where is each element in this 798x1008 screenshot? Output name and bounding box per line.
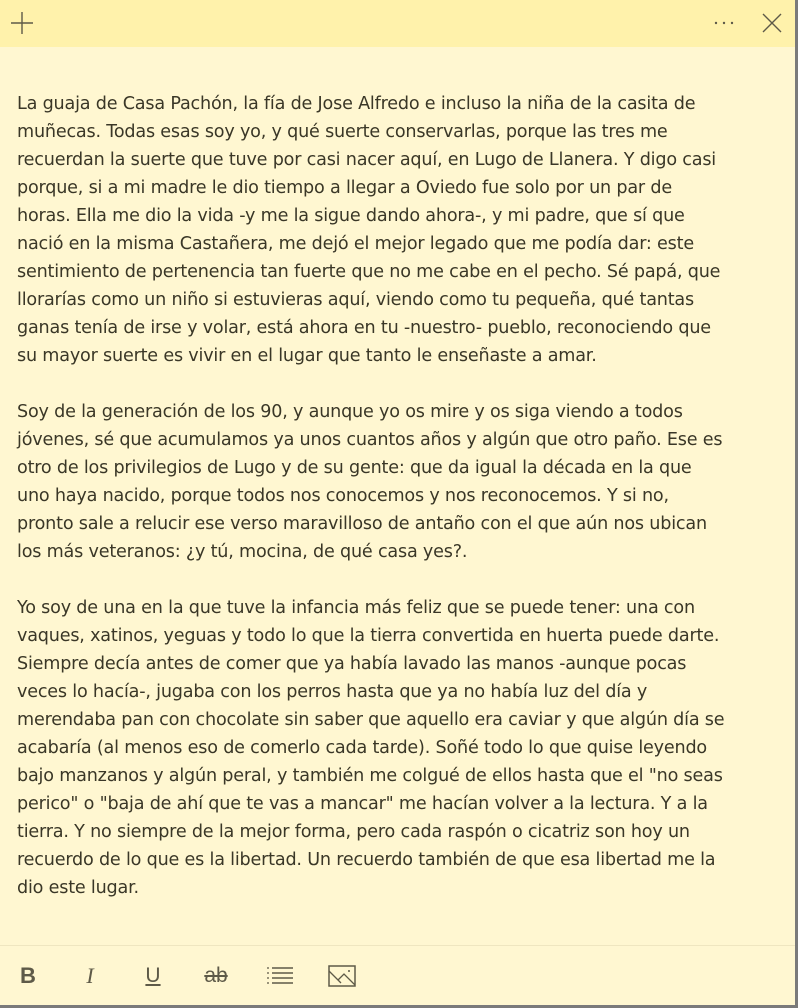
note-line: los más veteranos: ¿y tú, mocina, de qué casa yes?. xyxy=(17,542,468,562)
note-line: tierra. Y no siempre de la mejor forma, pero cada raspón o cicatriz son hoy un xyxy=(17,822,690,842)
strikethrough-button[interactable] xyxy=(196,960,236,992)
note-line: veces lo hacía-, jugaba con los perros hasta que ya no había luz del día y xyxy=(17,682,648,702)
menu-button[interactable] xyxy=(708,8,740,38)
note-line: dio este lugar. xyxy=(17,878,139,898)
underline-button[interactable] xyxy=(133,960,173,992)
italic-icon: I xyxy=(86,963,94,988)
note-line: horas. Ella me dio la vida -y me la sigue dando ahora-, y mi padre, que sí que xyxy=(17,206,685,226)
note-line: su mayor suerte es vivir en el lugar que tanto le enseñaste a amar. xyxy=(17,346,597,366)
bold-icon: B xyxy=(20,963,36,988)
note-line: acabaría (al menos eso de comerlo cada tarde). Soñé todo lo que quise leyendo xyxy=(17,738,707,758)
note-line: Yo soy de una en la que tuve la infancia más feliz que se puede tener: una con xyxy=(17,598,695,618)
bullet-list-button[interactable] xyxy=(260,960,300,992)
note-line: recuerdan la suerte que tuve por casi nacer aquí, en Lugo de Llanera. Y digo casi xyxy=(17,150,716,170)
note-line: uno haya nacido, porque todos nos conocemos y nos reconocemos. Y si no, xyxy=(17,486,669,506)
note-paragraph xyxy=(17,90,787,370)
note-line: Siempre decía antes de comer que ya había lavado las manos -aunque pocas xyxy=(17,654,687,674)
strikethrough-icon: ab xyxy=(204,964,228,987)
note-line: pronto sale a relucir ese verso maravilloso de antaño con el que aún nos ubican xyxy=(17,514,707,534)
note-paragraph xyxy=(17,398,787,566)
list-icon xyxy=(266,966,294,986)
title-bar xyxy=(0,0,795,47)
note-line: porque, si a mi madre le dio tiempo a llegar a Oviedo fue solo por un par de xyxy=(17,178,672,198)
format-toolbar xyxy=(0,950,795,1004)
more-icon xyxy=(712,20,736,26)
insert-image-button[interactable] xyxy=(322,960,362,992)
note-line: bajo manzanos y algún peral, y también me colgué de ellos hasta que el "no seas xyxy=(17,766,723,786)
note-line: Soy de la generación de los 90, y aunque yo os mire y os siga viendo a todos xyxy=(17,402,683,422)
note-line: muñecas. Todas esas soy yo, y qué suerte conservarlas, porque las tres me xyxy=(17,122,668,142)
underline-icon: U xyxy=(145,964,161,987)
close-button[interactable] xyxy=(756,8,788,38)
note-text-area[interactable] xyxy=(17,90,787,930)
close-icon xyxy=(762,13,782,33)
note-line: vaques, xatinos, yeguas y todo lo que la tierra convertida en huerta puede darte. xyxy=(17,626,720,646)
note-line: ganas tenía de irse y volar, está ahora en tu -nuestro- pueblo, reconociendo que xyxy=(17,318,711,338)
note-line: otro de los privilegios de Lugo y de su gente: que da igual la década en la que xyxy=(17,458,692,478)
plus-icon xyxy=(10,11,34,35)
note-line: La guaja de Casa Pachón, la fía de Jose Alfredo e incluso la niña de la casita de xyxy=(17,94,696,114)
new-note-button[interactable] xyxy=(6,8,38,38)
note-line: perico" o "baja de ahí que te vas a mancar" me hacían volver a la lectura. Y a la xyxy=(17,794,708,814)
image-icon xyxy=(328,965,356,987)
note-line: jóvenes, sé que acumulamos ya unos cuantos años y algún que otro paño. Ese es xyxy=(17,430,723,450)
note-line: nació en la misma Castañera, me dejó el mejor legado que me podía dar: este xyxy=(17,234,694,254)
note-line: llorarías como un niño si estuvieras aquí, viendo como tu pequeña, qué tantas xyxy=(17,290,694,310)
italic-button[interactable] xyxy=(70,960,110,992)
note-line: merendaba pan con chocolate sin saber que aquello era caviar y que algún día se xyxy=(17,710,725,730)
toolbar-divider xyxy=(0,945,795,946)
note-line: sentimiento de pertenencia tan fuerte que no me cabe en el pecho. Sé papá, que xyxy=(17,262,721,282)
note-paragraph xyxy=(17,594,787,902)
bold-button[interactable] xyxy=(8,960,48,992)
note-line: recuerdo de lo que es la libertad. Un recuerdo también de que esa libertad me la xyxy=(17,850,716,870)
